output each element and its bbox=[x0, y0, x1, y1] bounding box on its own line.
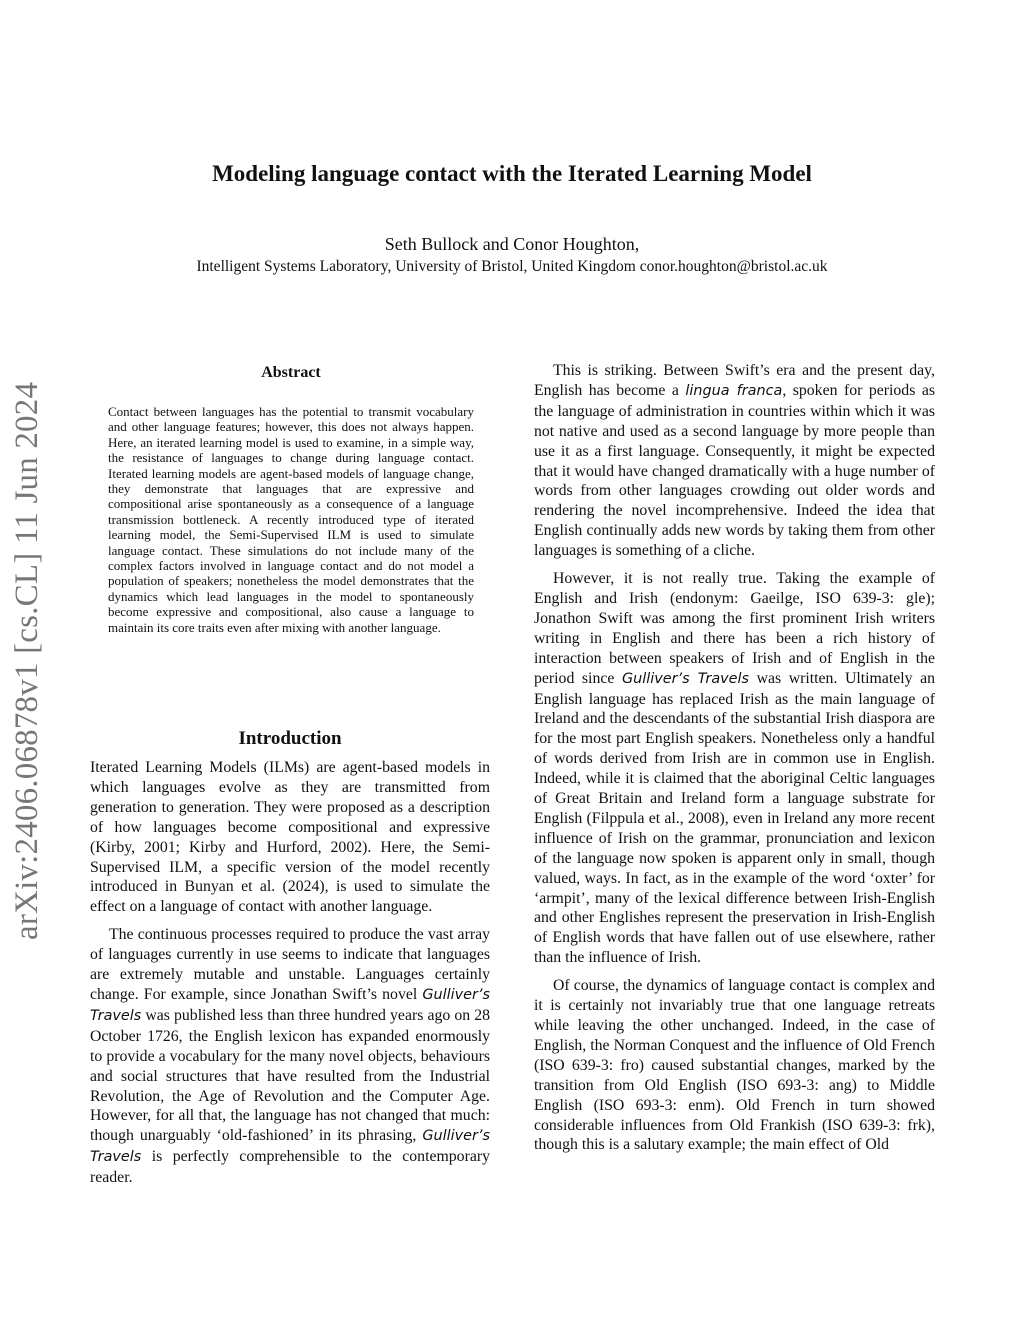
intro-paragraph-1: Iterated Learning Models (ILMs) are agent-based models in which languages evolve as they are transmitted from generation to generation. They were proposed as a description of how languages become compositional and expressive (Kirby, 2001; Kirby and Hurford, 2002). Here, the Semi-Supervised ILM, a specific version of the model recently introduced in Bunyan et al. (2024), is used to simulate the effect on a language of contact with another language. bbox=[90, 759, 490, 916]
paper-title: Modeling language contact with the Iterated Learning Model bbox=[212, 161, 812, 186]
arxiv-identifier: arXiv:2406.06878v1 [cs.CL] 11 Jun 2024 bbox=[9, 381, 45, 940]
intro-paragraph-3 bbox=[534, 361, 935, 561]
emphasis-text: lingua franca bbox=[685, 382, 783, 399]
text-run: was written. Ultimately an English language has replaced Irish as the main language of Ireland and the descendants of the substantial Irish diaspora are for the most part English speakers. Nonetheless only a handful of words derived from Irish are in common use in English. Indeed, while it is claimed that the aboriginal Celtic languages of Great Britain and Ireland form a language substrate for English (Filppula et al., 2008), even in Ireland any more recent influence of Irish on the grammar, pronunciation and lexicon of the language now spoken is apparent only in small, though valued, ways. In fact, as in the example of the word ‘oxter’ for ‘armpit’, many of the lexical difference between Irish-English and other Englishes represent the preservation in Irish-English of English words that have fallen out of use elsewhere, rather than the influence of Irish. bbox=[534, 669, 935, 967]
right-column bbox=[534, 361, 935, 1155]
text-run: The continuous processes required to produce the vast array of languages currently in use seems to indicate that languages are extremely mutable and unstable. Languages certainly change. For example, since Jonathan Swift’s novel bbox=[90, 926, 490, 1003]
abstract-section bbox=[108, 362, 474, 635]
intro-paragraph-2 bbox=[90, 925, 490, 1188]
text-run: However, it is not really true. Taking the example of English and Irish (endonym: Gaeilge, ISO 639-3: gle); Jonathon Swift was among the first prominent Irish writers writing in English and there has been a rich history of interaction between speakers of Irish and of English in the period since bbox=[534, 570, 935, 687]
introduction-section bbox=[90, 726, 490, 1188]
text-run: is perfectly comprehensible to the contemporary reader. bbox=[90, 1148, 490, 1187]
text-run: was published less than three hundred years ago on 28 October 1726, the English lexicon has expanded enormously to provide a vocabulary for the many novel objects, behaviours and social structures that have resulted from the Industrial Revolution, the Age of Revolution and the Computer Age. However, for all that, the language has not changed that much: though unarguably ‘old-fashioned’ in its phrasing, bbox=[90, 1006, 490, 1145]
text-run: This is striking. Between Swift’s era and the present day, English has become a bbox=[534, 362, 935, 399]
introduction-heading: Introduction bbox=[238, 728, 342, 749]
book-title: Gulliver’s Travels bbox=[90, 986, 490, 1024]
abstract-heading: Abstract bbox=[261, 364, 321, 381]
intro-paragraph-4 bbox=[534, 569, 935, 968]
book-title: Gulliver’s Travels bbox=[621, 670, 750, 687]
intro-paragraph-5: Of course, the dynamics of language contact is complex and it is certainly not invariably true that one language retreats while leaving the other unchanged. Indeed, in the case of English, the Norman Conquest and the influence of Old French (ISO 639-3: fro) caused substantial changes, marked by the transition from Old English (ISO 693-3: ang) to Middle English (ISO 693-3: enm). Old French in turn showed considerable influences from Old Frankish (ISO 639-3: frk), though this is a salutary example; the main effect of Old bbox=[534, 977, 935, 1154]
book-title: Gulliver’s Travels bbox=[90, 1128, 490, 1166]
abstract-text: Contact between languages has the potential to transmit vocabulary and other language features; however, this does not always happen. Here, an iterated learning model is used to examine, in a simple way, the resistance of languages to change during language contact. Iterated learning models are agent-based models of language change, they demonstrate that languages that are expressive and compositional arise spontaneously as a consequence of a language transmission bottleneck. A recently introduced type of iterated learning model, the Semi-Supervised ILM is used to simulate language contact. These simulations do not include many of the complex factors involved in language contact and do not model a population of speakers; nonetheless the model demonstrates that the dynamics which lead languages in the model to spontaneously become expressive and compositional, also cause a language to maintain its core traits even after mixing with another language. bbox=[108, 404, 474, 635]
paper-authors: Seth Bullock and Conor Houghton, bbox=[384, 234, 640, 254]
paper-affiliation: Intelligent Systems Laboratory, University of Bristol, United Kingdom conor.houghton@bristol.ac.uk bbox=[196, 258, 828, 275]
text-run: , spoken for periods as the language of administration in countries within which it was not native and used as a second language by more people than use it as a first language. Consequently, it might be expected that it would have changed dramatically with a huge number of words from other languages crowding out older words and rendering the novel incomprehensive. Indeed the idea that English continually adds new words by taking them from other languages is something of a cliche. bbox=[534, 381, 935, 560]
